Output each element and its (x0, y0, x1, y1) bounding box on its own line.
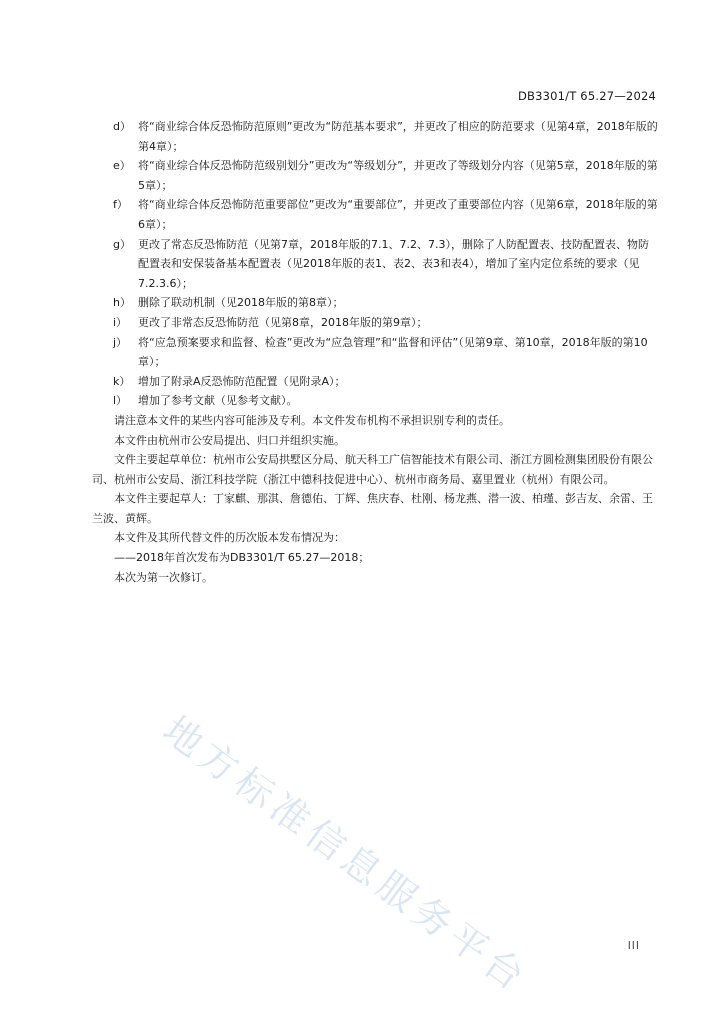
page-number: III (627, 940, 640, 952)
proposer-statement: 本文件由杭州市公安局提出、归口并组织实施。 (114, 433, 345, 447)
list-item (92, 156, 658, 195)
list-item-text: 增加了参考文献（见参考文献）。 (138, 394, 298, 408)
list-marker: l） (113, 394, 128, 408)
list-item (92, 235, 658, 294)
document-body (92, 117, 658, 587)
list-item (92, 372, 658, 392)
list-marker: e） (113, 159, 131, 173)
list-item-text: 增加了附录A反恐怖防范配置（见附录A）； (138, 374, 346, 388)
list-item-text: 更改了常态反恐怖防范（见第7章，2018年版的7.1、7.2、7.3），删除了人防配置表、技防配置表、物防配置表和安保装备基本配置表（见2018年版的表1、表2、表3和表4），增加了室内定位系统的要求（见7.2.3.6）； (138, 237, 649, 290)
watermark: 地方标准信息服务平台 (155, 707, 537, 1002)
list-item (92, 293, 658, 313)
list-item-text: 将“应急预案要求和监督、检查”更改为“应急管理”和“监督和评估”（见第9章、第10章，2018年版的第10章）； (138, 335, 648, 369)
list-item (92, 117, 658, 156)
list-item (92, 195, 658, 234)
revision-note: 本次为第一次修订。 (114, 570, 213, 584)
list-item-text: 更改了非常态反恐怖防范（见第8章，2018年版的第9章）； (138, 315, 428, 329)
list-marker: h） (113, 296, 131, 310)
list-marker: j） (113, 335, 128, 349)
list-item (92, 333, 658, 372)
list-item (92, 313, 658, 333)
list-marker: i） (113, 315, 128, 329)
history-line: ——2018年首次发布为DB3301/T 65.27—2018； (114, 551, 370, 565)
list-item-text: 将“商业综合体反恐怖防范原则”更改为“防范基本要求”，并更改了相应的防范要求（见第4章，2018年版的第4章）； (138, 120, 658, 153)
history-intro: 本文件及其所代替文件的历次版本发布情况为： (114, 531, 345, 545)
list-marker: k） (113, 374, 131, 388)
drafters: 本文件主要起草人：丁家麒、那淇、詹德佑、丁辉、焦庆春、杜刚、杨龙燕、潜一波、柏瑾、彭吉友、余雷、王兰波、黄辉。 (92, 492, 653, 525)
list-item-text: 删除了联动机制（见2018年版的第8章）； (138, 296, 344, 310)
list-item-text: 将“商业综合体反恐怖防范级别划分”更改为“等级划分”，并更改了等级划分内容（见第5章，2018年版的第5章）； (138, 159, 658, 192)
list-item-text: 将“商业综合体反恐怖防范重要部位”更改为“重要部位”，并更改了重要部位内容（见第6章，2018年版的第6章）； (138, 198, 658, 231)
list-marker: g） (113, 237, 131, 251)
list-marker: d） (113, 120, 131, 133)
drafting-units: 文件主要起草单位：杭州市公安局拱墅区分局、航天科工广信智能技术有限公司、浙江方圆检测集团股份有限公司、杭州市公安局、浙江科技学院（浙江中德科技促进中心）、杭州市商务局、嘉里置业（杭州）有限公司。 (92, 453, 653, 486)
patent-notice: 请注意本文件的某些内容可能涉及专利。本文件发布机构不承担识别专利的责任。 (114, 413, 510, 427)
list-marker: f） (113, 198, 128, 212)
document-code: DB3301/T 65.27—2024 (517, 89, 656, 103)
list-item (92, 391, 658, 411)
